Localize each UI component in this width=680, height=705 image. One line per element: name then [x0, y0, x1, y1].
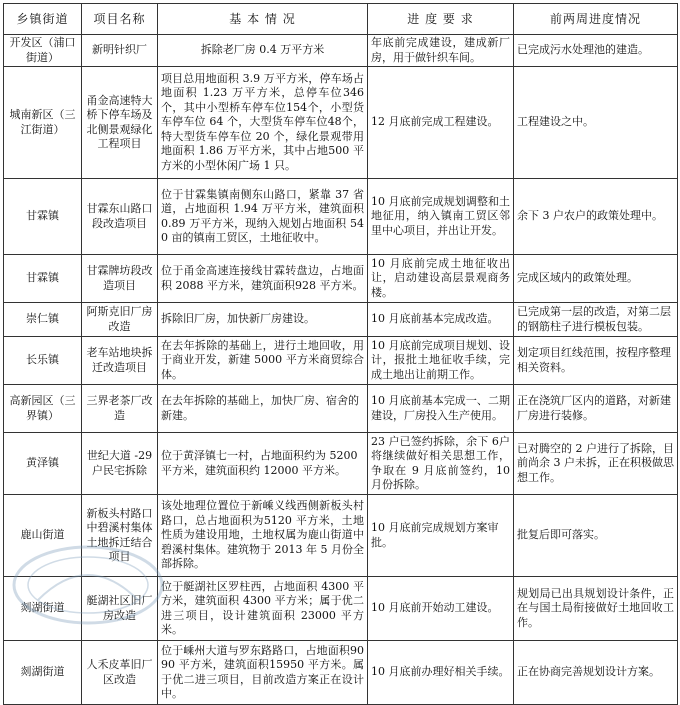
progress-table	[3, 3, 678, 705]
cell-basic: 位于嵊州大道与罗东路路口，占地面积9090 平方米，建筑面积15950 平方米。属于优二进三项目，目前改造方案正在设计中。	[158, 641, 368, 705]
cell-project: 新明针织厂	[82, 35, 158, 67]
cell-town: 开发区（浦口街道）	[4, 35, 82, 67]
table-row	[4, 179, 678, 255]
cell-town: 甘霖镇	[4, 179, 82, 255]
table-row	[4, 67, 678, 179]
header-requirement: 进 度 要 求	[368, 4, 514, 35]
table-header-row	[4, 4, 678, 35]
cell-basic: 位于甘霖集镇南侧东山路口，紧靠 37 省道，占地面积 1.94 万平方米，建筑面积 0.89 万平方米，现纳入规划占地面积 540 亩的镇南工贸区，土地征收中。	[158, 179, 368, 255]
table-row	[4, 433, 678, 495]
cell-progress: 完成区域内的政策处理。	[514, 255, 678, 303]
cell-town: 剡湖街道	[4, 577, 82, 641]
cell-requirement: 10 月底前完成规划调整和土地征用，纳入镇南工贸区邻里中心项目，并出让开发。	[368, 179, 514, 255]
table-row	[4, 35, 678, 67]
cell-basic: 该处地理位置位于新嵊义线西侧新板头村路口，总占地面积为5120 平方米，土地性质为建设用地，土地权属为鹿山街道中碧溪村集体。建筑物于 2013 年 5 月份全部拆除。	[158, 495, 368, 577]
cell-basic: 项目总用地面积 3.9 万平方米，停车场占地面积 1.23 万平方米，总停车位346个，其中小型桥车停车位154个，小型货车停车位 64 个，大型货车停车位48个，特大型货车停车位 20 个，绿化景观带用地面积 1.86 万平方米，其中占地500 平方米的小型休闲广场 1 只。	[158, 67, 368, 179]
cell-town: 黄泽镇	[4, 433, 82, 495]
cell-basic: 位于甬金高速连接线甘霖转盘边，占地面积 2088 平方米，建筑面积928 平方米。	[158, 255, 368, 303]
cell-project: 艇湖社区旧厂房改造	[82, 577, 158, 641]
cell-requirement: 10 月底前完成项目规划、设计，报批土地征收手续，完成土地出让前期工作。	[368, 337, 514, 385]
table-row	[4, 495, 678, 577]
cell-project: 阿斯克旧厂房改造	[82, 303, 158, 337]
cell-requirement: 年底前完成建设，建成新厂房，用于做针织车间。	[368, 35, 514, 67]
cell-progress: 正在浇筑厂区内的道路，对新建厂房进行装修。	[514, 385, 678, 433]
cell-progress: 批复后即可落实。	[514, 495, 678, 577]
cell-progress: 工程建设之中。	[514, 67, 678, 179]
cell-requirement: 10 月底前基本完成改造。	[368, 303, 514, 337]
cell-project: 甘霖东山路口段改造项目	[82, 179, 158, 255]
cell-town: 城南新区（三江街道）	[4, 67, 82, 179]
cell-requirement: 12 月底前完成工程建设。	[368, 67, 514, 179]
cell-progress: 已完成污水处理池的建造。	[514, 35, 678, 67]
cell-requirement: 10 月底前开始动工建设。	[368, 577, 514, 641]
cell-town: 高新园区（三界镇）	[4, 385, 82, 433]
table-row	[4, 385, 678, 433]
cell-basic: 位于艇湖社区罗柱西，占地面积 4300 平方米，建筑面积 4300 平方米；属于优二进三项目，设计建筑面积 23000 平方米。	[158, 577, 368, 641]
cell-town: 甘霖镇	[4, 255, 82, 303]
cell-progress: 余下 3 户农户的政策处理中。	[514, 179, 678, 255]
table-row	[4, 641, 678, 705]
table-row	[4, 577, 678, 641]
cell-basic: 在去年拆除的基础上，进行土地回收，用于商业开发，新建 5000 平方米商贸综合体。	[158, 337, 368, 385]
cell-basic: 位于黄泽镇七一村，占地面积约为 5200 平方米，建筑面积约 12000 平方米。	[158, 433, 368, 495]
header-progress: 前两周进度情况	[514, 4, 678, 35]
table-row	[4, 303, 678, 337]
cell-progress: 规划局已出具规划设计条件，正在与国土局衔接做好土地回收工作。	[514, 577, 678, 641]
cell-town: 崇仁镇	[4, 303, 82, 337]
cell-requirement: 23 户已签约拆除，余下 6户将继续做好相关思想工作，争取在 9 月底前签约，10 月份拆除。	[368, 433, 514, 495]
cell-basic: 在去年拆除的基础上，加快厂房、宿舍的新建。	[158, 385, 368, 433]
table-row	[4, 255, 678, 303]
cell-requirement: 10 月底前基本完成一、二期建设，厂房投入生产使用。	[368, 385, 514, 433]
header-project: 项目名称	[82, 4, 158, 35]
table-row	[4, 337, 678, 385]
cell-project: 人禾皮革旧厂区改造	[82, 641, 158, 705]
cell-progress: 已完成第一层的改造，对第二层的钢筋柱子进行模板包装。	[514, 303, 678, 337]
cell-requirement: 10 月底前办理好相关手续。	[368, 641, 514, 705]
cell-progress: 已对腾空的 2 户进行了拆除，目前尚余 3 户未拆，正在积极做思想工作。	[514, 433, 678, 495]
cell-project: 老车站地块拆迁改造项目	[82, 337, 158, 385]
cell-project: 新板头村路口中碧溪村集体土地拆迁结合项目	[82, 495, 158, 577]
cell-town: 剡湖街道	[4, 641, 82, 705]
cell-project: 世纪大道 -29 户民宅拆除	[82, 433, 158, 495]
header-basic: 基 本 情 况	[158, 4, 368, 35]
cell-progress: 正在协商完善规划设计方案。	[514, 641, 678, 705]
cell-project: 三界老茶厂改造	[82, 385, 158, 433]
cell-basic: 拆除旧厂房，加快新厂房建设。	[158, 303, 368, 337]
cell-progress: 划定项目红线范围，按程序整理相关资料。	[514, 337, 678, 385]
cell-town: 鹿山街道	[4, 495, 82, 577]
cell-requirement: 10 月底前完成土地征收出让，启动建设高层景观商务楼。	[368, 255, 514, 303]
header-town: 乡镇街道	[4, 4, 82, 35]
cell-town: 长乐镇	[4, 337, 82, 385]
cell-project: 甬金高速特大桥下停车场及北侧景观绿化工程项目	[82, 67, 158, 179]
cell-requirement: 10 月底前完成规划方案审批。	[368, 495, 514, 577]
cell-project: 甘霖牌坊段改造项目	[82, 255, 158, 303]
cell-basic: 拆除老厂房 0.4 万平方米	[158, 35, 368, 67]
